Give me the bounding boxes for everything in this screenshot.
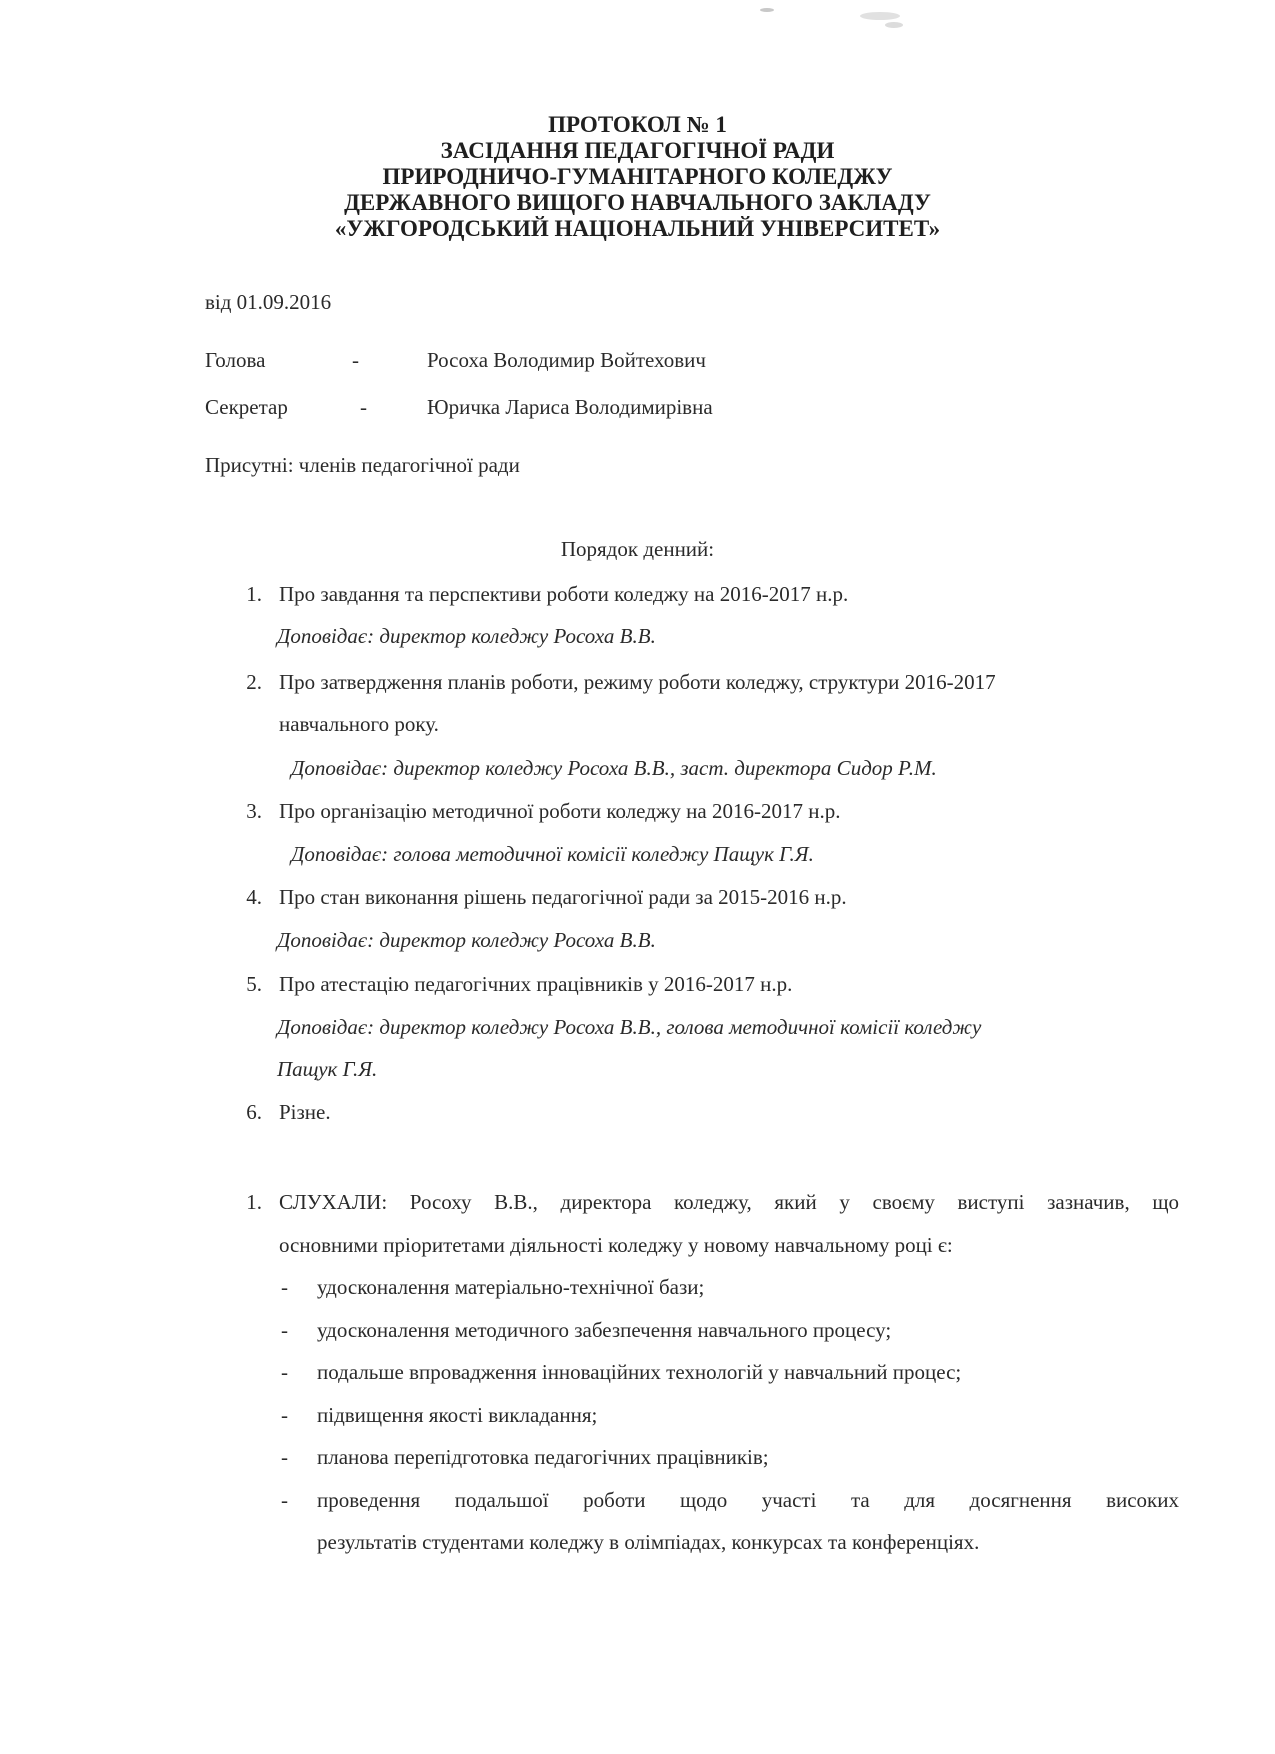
heard-number: 1. [246,1190,262,1214]
priority-item: планова перепідготовка педагогічних працівників; [317,1445,769,1469]
document-title [0,112,1275,242]
scan-speck [860,12,900,20]
present-members: Присутні: членів педагогічної ради [205,453,520,477]
agenda-item-text: Про стан виконання рішень педагогічної ради за 2015-2016 н.р. [279,885,847,909]
agenda-title: Порядок денний: [560,537,715,561]
bullet-marker: - [281,1275,288,1299]
bullet-marker: - [281,1318,288,1342]
agenda-item-text-cont: навчального року. [279,712,439,736]
priority-item-cont: результатів студентами коледжу в олімпіадах, конкурсах та конференціях. [317,1530,980,1554]
priority-item: удосконалення матеріально-технічної бази; [317,1275,705,1299]
agenda-item-text: Про затвердження планів роботи, режиму роботи коледжу, структури 2016-2017 [279,670,996,694]
priority-item: подальше впровадження інноваційних технологій у навчальний процес; [317,1360,962,1384]
secretary-label: Секретар [205,395,288,419]
title-line: ПРОТОКОЛ № 1 [548,112,727,137]
heard-text-cont: основними пріоритетами діяльності коледжу у новому навчальному році є: [279,1233,953,1257]
title-line: «УЖГОРОДСЬКИЙ НАЦІОНАЛЬНИЙ УНІВЕРСИТЕТ» [334,216,941,241]
bullet-marker: - [281,1445,288,1469]
title-line: ЗАСІДАННЯ ПЕДАГОГІЧНОЇ РАДИ [440,138,835,163]
priority-item: підвищення якості викладання; [317,1403,598,1427]
agenda-item-number: 6. [246,1100,262,1124]
document-date: від 01.09.2016 [205,290,332,314]
scan-speck [885,22,903,28]
agenda-item-text: Різне. [279,1100,331,1124]
agenda-item-speaker: Доповідає: директор коледжу Росоха В.В. [277,624,656,648]
chair-dash: - [352,348,359,372]
agenda-item-number: 2. [246,670,262,694]
agenda-item-speaker: Доповідає: директор коледжу Росоха В.В. [277,928,656,952]
priority-item: удосконалення методичного забезпечення навчального процесу; [317,1318,892,1342]
agenda-item-speaker: Доповідає: директор коледжу Росоха В.В., голова методичної комісії коледжу [277,1015,982,1039]
agenda-item-text: Про організацію методичної роботи коледжу на 2016-2017 н.р. [279,799,841,823]
bullet-marker: - [281,1403,288,1427]
agenda-item-number: 1. [246,582,262,606]
agenda-item-number: 5. [246,972,262,996]
agenda-item-speaker: Доповідає: голова методичної комісії коледжу Пащук Г.Я. [291,842,814,866]
title-line: ПРИРОДНИЧО-ГУМАНІТАРНОГО КОЛЕДЖУ [382,164,893,189]
chair-label: Голова [205,348,266,372]
bullet-marker: - [281,1360,288,1384]
priority-item: проведення подальшої роботи щодо участі та для досягнення високих [317,1488,1179,1512]
title-line: ДЕРЖАВНОГО ВИЩОГО НАВЧАЛЬНОГО ЗАКЛАДУ [344,190,931,215]
agenda-item-text: Про завдання та перспективи роботи коледжу на 2016-2017 н.р. [279,582,849,606]
heard-text: СЛУХАЛИ: Росоху В.В., директора коледжу, який у своєму виступі зазначив, що [279,1190,1179,1214]
secretary-name: Юричка Лариса Володимирівна [427,395,713,419]
bullet-marker: - [281,1488,288,1512]
agenda-item-text: Про атестацію педагогічних працівників у 2016-2017 н.р. [279,972,793,996]
chair-name: Росоха Володимир Войтехович [427,348,706,372]
scan-speck [760,8,774,12]
secretary-dash: - [360,395,367,419]
agenda-item-number: 3. [246,799,262,823]
agenda-item-number: 4. [246,885,262,909]
agenda-item-speaker: Доповідає: директор коледжу Росоха В.В., заст. директора Сидор Р.М. [291,756,937,780]
agenda-item-speaker-cont: Пащук Г.Я. [277,1057,378,1081]
